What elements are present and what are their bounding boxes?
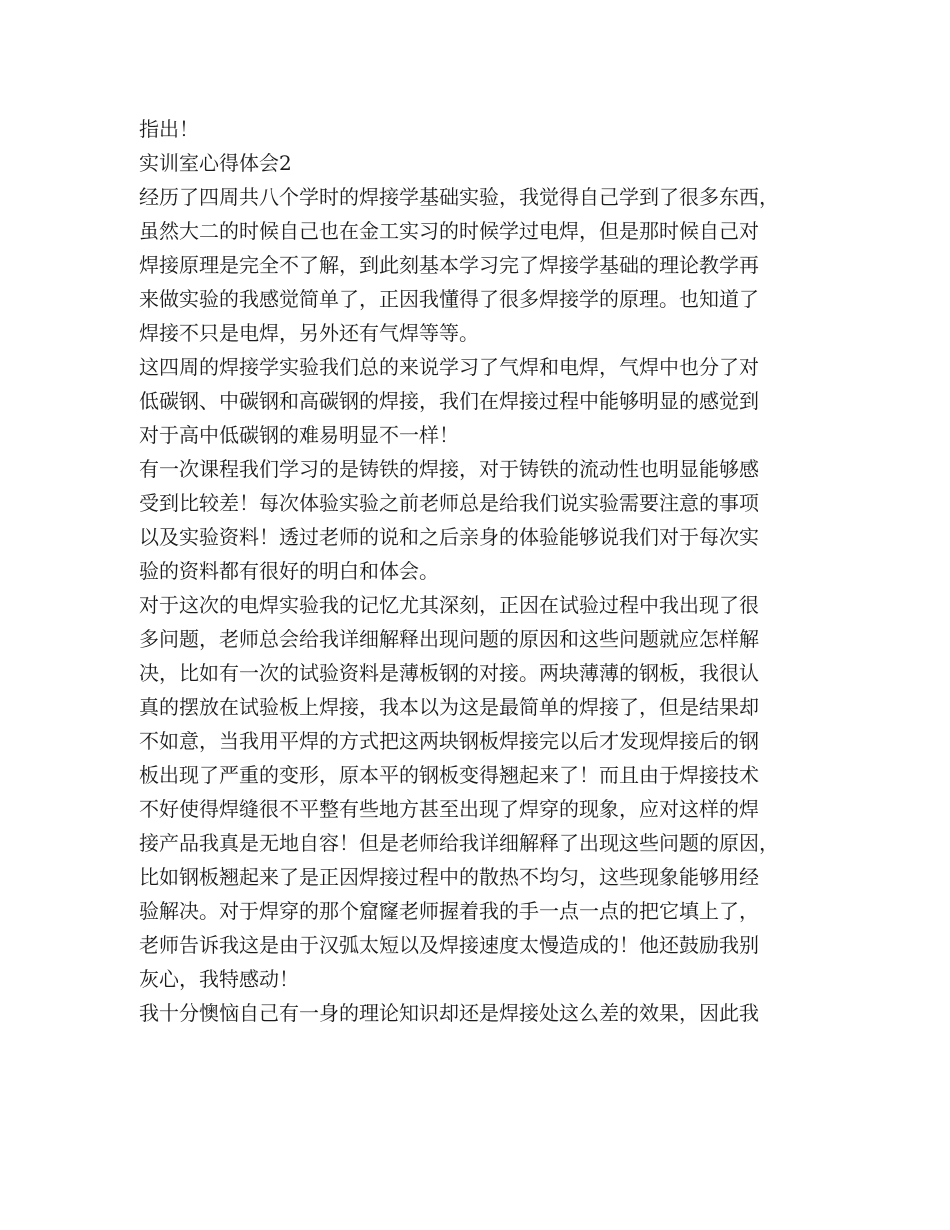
text-line: 老师告诉我这是由于汉弧太短以及焊接速度太慢造成的！他还鼓励我别	[139, 933, 759, 957]
text-line: 焊接原理是完全不了解，到此刻基本学习完了焊接学基础的理论教学再	[139, 253, 759, 277]
text-line: 低碳钢、中碳钢和高碳钢的焊接，我们在焊接过程中能够明显的感觉到	[139, 389, 759, 413]
section-heading: 实训室心得体会2	[139, 151, 292, 175]
text-line: 板出现了严重的变形，原本平的钢板变得翘起来了！而且由于焊接技术	[139, 763, 759, 787]
text-line: 虽然大二的时候自己也在金工实习的时候学过电焊，但是那时候自己对	[139, 219, 759, 243]
text-line: 指出！	[139, 117, 199, 141]
text-line: 接产品我真是无地自容！但是老师给我详细解释了出现这些问题的原因，	[139, 831, 779, 855]
text-line: 对于这次的电焊实验我的记忆尤其深刻，正因在试验过程中我出现了很	[139, 593, 759, 617]
text-line: 这四周的焊接学实验我们总的来说学习了气焊和电焊，气焊中也分了对	[139, 355, 759, 379]
text-line: 验解决。对于焊穿的那个窟窿老师握着我的手一点一点的把它填上了，	[139, 899, 759, 923]
text-line: 多问题，老师总会给我详细解释出现问题的原因和这些问题就应怎样解	[139, 627, 759, 651]
text-line: 决，比如有一次的试验资料是薄板钢的对接。两块薄薄的钢板，我很认	[139, 661, 759, 685]
text-line: 以及实验资料！透过老师的说和之后亲身的体验能够说我们对于每次实	[139, 525, 759, 549]
text-line: 受到比较差！每次体验实验之前老师总是给我们说实验需要注意的事项	[139, 491, 759, 515]
text-line: 比如钢板翘起来了是正因焊接过程中的散热不均匀，这些现象能够用经	[139, 865, 759, 889]
text-line: 验的资料都有很好的明白和体会。	[139, 559, 439, 583]
text-line: 灰心，我特感动！	[139, 967, 299, 991]
document-body	[139, 112, 839, 1030]
text-line: 不如意，当我用平焊的方式把这两块钢板焊接完以后才发现焊接后的钢	[139, 729, 759, 753]
text-line: 对于高中低碳钢的难易明显不一样！	[139, 423, 459, 447]
text-line: 有一次课程我们学习的是铸铁的焊接，对于铸铁的流动性也明显能够感	[139, 457, 759, 481]
text-line: 真的摆放在试验板上焊接，我本以为这是最简单的焊接了，但是结果却	[139, 695, 759, 719]
text-line: 来做实验的我感觉简单了，正因我懂得了很多焊接学的原理。也知道了	[139, 287, 759, 311]
text-line: 经历了四周共八个学时的焊接学基础实验，我觉得自己学到了很多东西，	[139, 185, 779, 209]
text-line: 不好使得焊缝很不平整有些地方甚至出现了焊穿的现象，应对这样的焊	[139, 797, 759, 821]
text-line: 我十分懊恼自己有一身的理论知识却还是焊接处这么差的效果，因此我	[139, 1001, 759, 1025]
text-line: 焊接不只是电焊，另外还有气焊等等。	[139, 321, 479, 345]
